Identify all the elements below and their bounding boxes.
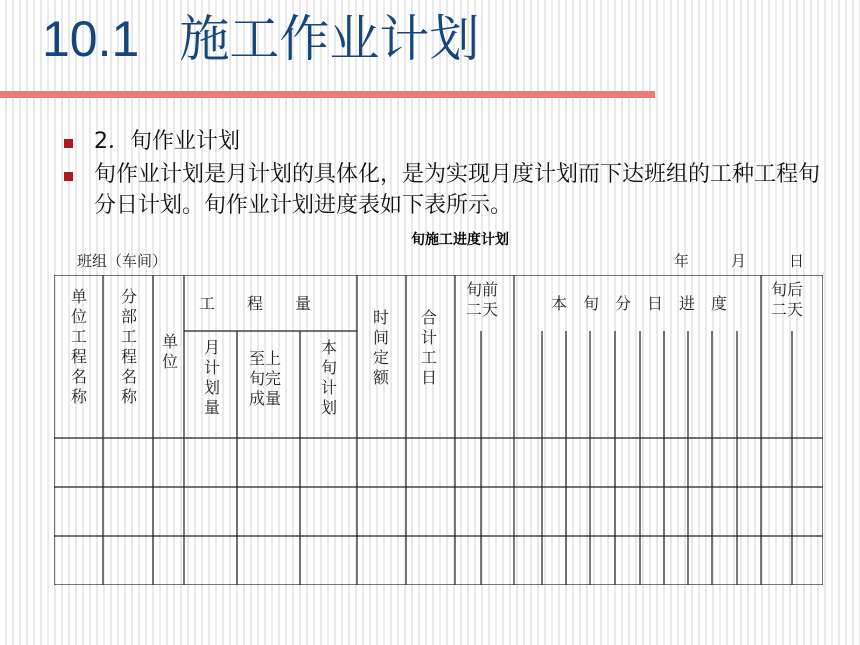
header-sub-project-name: 分部工程名称 — [120, 287, 137, 406]
header-prev-two-days: 旬前二天 — [465, 280, 498, 319]
bullet-text: 旬作业计划是月计划的具体化，是为实现月度计划而下达班组的工种工程旬分日计划。旬作业计划进度表如下表所示。 — [94, 162, 821, 218]
header-next-two-days: 旬后二天 — [770, 280, 803, 319]
title-number: 10.1 — [42, 11, 140, 67]
header-done-previous: 至上旬完成量 — [248, 349, 281, 408]
title-underline — [0, 91, 655, 98]
bullet-square-icon — [64, 172, 73, 181]
title-text: 施工作业计划 — [179, 11, 480, 67]
header-unit: 单位 — [161, 332, 178, 371]
header-time-quota: 时间定额 — [372, 308, 389, 387]
bullet-square-icon — [64, 139, 73, 148]
date-month-label: 月 — [731, 252, 747, 270]
header-total-workdays: 合计工日 — [420, 308, 437, 387]
bullet-text: 2．旬作业计划 — [94, 129, 240, 154]
header-quantity-group: 工 程 量 — [198, 294, 311, 313]
slide-title — [42, 4, 479, 74]
table-grid — [54, 275, 823, 585]
header-monthly-plan: 月计划量 — [203, 338, 220, 417]
header-daily-progress: 本 旬 分 日 进 度 — [550, 294, 727, 313]
header-unit-project-name: 单位工程名称 — [70, 287, 87, 406]
date-day-label: 日 — [789, 252, 805, 270]
team-label: 班组（车间） — [77, 252, 168, 270]
table-caption: 旬施工进度计划 — [411, 232, 509, 248]
bullet-item — [62, 126, 822, 157]
bullet-item — [62, 159, 822, 221]
header-this-period-plan: 本旬计划 — [320, 338, 337, 417]
progress-plan-table — [54, 275, 823, 585]
bullet-list — [62, 126, 822, 221]
date-year-label: 年 — [674, 252, 690, 270]
